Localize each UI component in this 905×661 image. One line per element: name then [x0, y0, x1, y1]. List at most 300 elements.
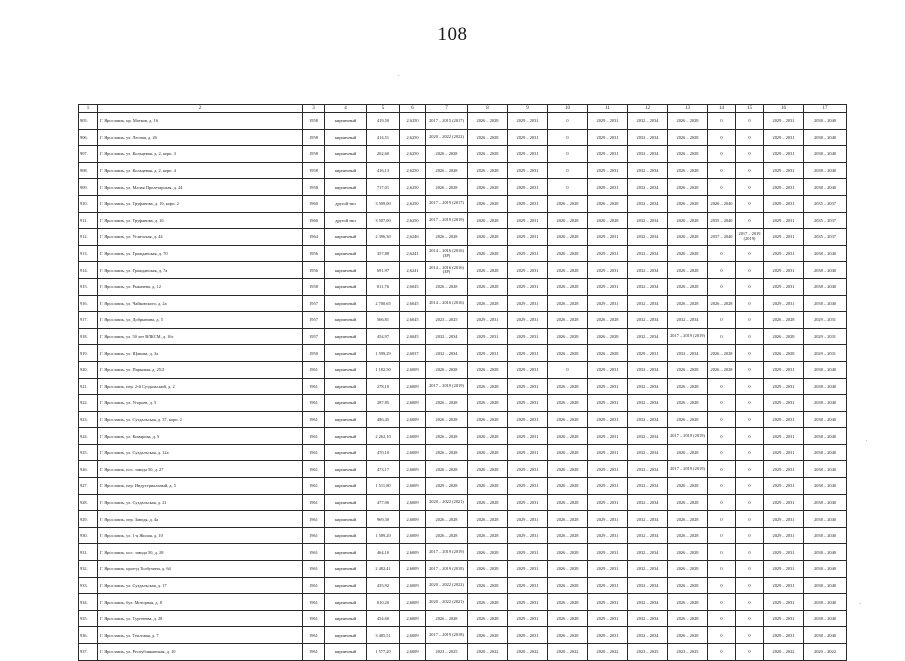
table-cell: 0: [736, 494, 764, 511]
table-cell: 2038 – 2040: [804, 262, 847, 279]
address-cell: Г. Ярославль, ул. Комарова, д. 5: [98, 428, 303, 445]
table-cell: 2026 – 2028: [548, 428, 588, 445]
table-cell: 0: [736, 245, 764, 262]
row-number-cell: 906.: [79, 129, 98, 146]
table-cell: 1 599,29: [367, 345, 400, 362]
table-cell: 2032 – 2034: [628, 295, 668, 312]
address-cell: Г. Ярославль, проезд Толбухина, д. 64: [98, 561, 303, 578]
table-row: [79, 544, 847, 561]
table-cell: 566,81: [367, 312, 400, 329]
table-cell: 2032 – 2034: [426, 328, 468, 345]
table-cell: 0: [736, 312, 764, 329]
table-cell: 2029 – 2031: [764, 229, 804, 246]
table-cell: 2026 – 2028: [468, 162, 508, 179]
table-cell: кирпичный: [325, 129, 367, 146]
table-cell: 1958: [303, 129, 325, 146]
table-cell: 2026 – 2028: [468, 494, 508, 511]
table-cell: 1 577,20: [367, 644, 400, 661]
table-cell: 2,6246: [400, 229, 426, 246]
table-cell: кирпичный: [325, 478, 367, 495]
table-cell: 2026 – 2028: [468, 411, 508, 428]
table-cell: 2029 – 2031: [764, 461, 804, 478]
table-cell: 2029 – 2031: [508, 577, 548, 594]
table-cell: 2038 – 2040: [804, 561, 847, 578]
table-cell: кирпичный: [325, 627, 367, 644]
row-number-cell: 932.: [79, 561, 98, 578]
table-cell: 2029 – 2031: [804, 312, 847, 329]
table-cell: 2,6009: [400, 627, 426, 644]
table-cell: 0: [708, 129, 736, 146]
table-cell: 2026 – 2028: [426, 278, 468, 295]
table-cell: 2029 – 2031: [764, 179, 804, 196]
table-cell: 2026 – 2028: [548, 312, 588, 329]
table-cell: 2029 – 2031: [588, 395, 628, 412]
table-cell: 0: [736, 212, 764, 229]
row-number-cell: 908.: [79, 162, 98, 179]
table-row: [79, 345, 847, 362]
table-cell: 2026 – 2028: [668, 527, 708, 544]
table-cell: 2038 – 2040: [804, 378, 847, 395]
table-cell: 2029 – 2031: [764, 113, 804, 130]
table-cell: 2029 – 2031: [588, 494, 628, 511]
table-cell: 2029 – 2031: [508, 212, 548, 229]
table-cell: 0: [736, 478, 764, 495]
table-cell: 416,13: [367, 162, 400, 179]
table-cell: кирпичный: [325, 312, 367, 329]
table-cell: 2 482,41: [367, 561, 400, 578]
table-cell: 2029 – 2031: [588, 113, 628, 130]
table-cell: 0: [736, 278, 764, 295]
table-cell: 2029 – 2031: [588, 561, 628, 578]
scan-mark: .: [398, 72, 400, 78]
table-cell: 2020 – 2022 (2022): [426, 577, 468, 594]
table-cell: 2029 – 2031: [508, 527, 548, 544]
table-cell: 0: [708, 444, 736, 461]
table-cell: 2017 – 2015 (2017): [426, 113, 468, 130]
table-cell: 2029 – 2031: [588, 461, 628, 478]
table-cell: 2017 – 2019 (2019): [426, 378, 468, 395]
table-cell: 1961: [303, 644, 325, 661]
table-cell: 419,50: [367, 113, 400, 130]
table-cell: 2026 – 2028: [468, 278, 508, 295]
table-cell: 1958: [303, 278, 325, 295]
table-cell: 2032 – 2034: [628, 278, 668, 295]
table-cell: 2,6009: [400, 527, 426, 544]
table-cell: 2,6009: [400, 378, 426, 395]
table-cell: 2026 – 2028: [426, 461, 468, 478]
table-cell: 2026 – 2028: [468, 395, 508, 412]
column-number-header: 7: [426, 105, 468, 113]
table-cell: 2029 – 2031: [764, 610, 804, 627]
table-cell: 0: [708, 561, 736, 578]
table-cell: кирпичный: [325, 527, 367, 544]
table-cell: 2017 – 2019 (2019): [426, 212, 468, 229]
table-cell: 717,01: [367, 179, 400, 196]
table-cell: 0: [736, 361, 764, 378]
address-cell: Г. Ярославль, ул. 50 лет ВЛКСМ, д. 16г: [98, 328, 303, 345]
table-cell: 2026 – 2028: [468, 544, 508, 561]
table-cell: 2029 – 2031: [588, 544, 628, 561]
table-cell: 0: [708, 478, 736, 495]
address-cell: Г. Ярославль, ул. Гражданская, д. 70: [98, 245, 303, 262]
table-cell: 2017 – 2019 (2019): [668, 328, 708, 345]
table-cell: 2032 – 2034: [628, 561, 668, 578]
table-cell: 2032 – 2034: [628, 494, 668, 511]
table-cell: 0: [736, 262, 764, 279]
table-cell: 0: [736, 644, 764, 661]
table-cell: 2032 – 2034: [628, 328, 668, 345]
table-cell: 969,30: [367, 511, 400, 528]
table-cell: 2026 – 2028: [708, 295, 736, 312]
table-cell: 2020 – 2022: [468, 644, 508, 661]
table-cell: 0: [736, 146, 764, 163]
table-row: [79, 610, 847, 627]
table-cell: 2026 – 2028: [468, 577, 508, 594]
row-number-cell: 905.: [79, 113, 98, 130]
table-cell: 2029 – 2031: [508, 129, 548, 146]
address-cell: Г. Ярославль, ул. Труфанова, д. 19, корп. 2: [98, 195, 303, 212]
table-cell: 1956: [303, 245, 325, 262]
table-cell: 2026 – 2028: [468, 146, 508, 163]
table-cell: 2026 – 2028: [468, 212, 508, 229]
table-cell: 2026 – 2028: [548, 212, 588, 229]
table-cell: 2026 – 2028: [668, 444, 708, 461]
table-cell: 2038 – 2040: [804, 511, 847, 528]
table-row: [79, 195, 847, 212]
table-cell: 2038 – 2040: [804, 395, 847, 412]
table-cell: 2026 – 2028: [548, 295, 588, 312]
table-row: [79, 262, 847, 279]
table-cell: 0: [708, 179, 736, 196]
table-cell: 2026 – 2028: [468, 478, 508, 495]
table-cell: 2026 – 2028: [548, 328, 588, 345]
address-cell: Г. Ярославль, ул. Суздальская, д. 37, корп. 2: [98, 411, 303, 428]
table-cell: 3 509,00: [367, 195, 400, 212]
table-cell: 2,6009: [400, 577, 426, 594]
table-cell: 1 589,20: [367, 527, 400, 544]
table-cell: 435,92: [367, 577, 400, 594]
row-number-cell: 926.: [79, 461, 98, 478]
table-cell: 2029 – 2031: [508, 245, 548, 262]
table-cell: 2032 – 2034: [628, 312, 668, 329]
table-cell: 2026 – 2028: [668, 478, 708, 495]
table-cell: 2 396,30: [367, 229, 400, 246]
table-cell: 2023 – 2025: [668, 644, 708, 661]
table-cell: 2026 – 2028: [668, 129, 708, 146]
table-cell: 2029 – 2031: [508, 511, 548, 528]
table-cell: 2026 – 2028: [764, 345, 804, 362]
table-cell: 2026 – 2028: [548, 494, 588, 511]
table-cell: 2026 – 2028: [426, 146, 468, 163]
table-cell: 1961: [303, 361, 325, 378]
table-cell: 2,6009: [400, 494, 426, 511]
table-cell: 0: [708, 428, 736, 445]
table-cell: 2029 – 2031: [764, 594, 804, 611]
table-cell: 2026 – 2028: [426, 395, 468, 412]
table-cell: 2029 – 2031: [508, 478, 548, 495]
address-cell: Г. Ярославль, ул. Лесная, д. 26: [98, 129, 303, 146]
table-cell: 2038 – 2040: [804, 411, 847, 428]
table-cell: 2029 – 2031: [508, 328, 548, 345]
table-cell: 2029 – 2031: [508, 544, 548, 561]
table-cell: 2038 – 2040: [804, 461, 847, 478]
scan-mark: .: [866, 437, 868, 443]
table-cell: 2014 – 2016 (2016) (ЗР): [426, 245, 468, 262]
table-cell: другой тип: [325, 195, 367, 212]
row-number-cell: 930.: [79, 527, 98, 544]
table-cell: 2026 – 2040: [708, 195, 736, 212]
table-cell: 1961: [303, 378, 325, 395]
table-cell: 2038 – 2040: [804, 594, 847, 611]
table-cell: кирпичный: [325, 378, 367, 395]
table-cell: 2026 – 2028: [668, 179, 708, 196]
table-cell: 2026 – 2028: [426, 511, 468, 528]
table-cell: 2035 – 2037: [804, 229, 847, 246]
address-cell: Г. Ярославль, ул. Чайковского, д. 2а: [98, 295, 303, 312]
table-cell: 2035 – 2037: [804, 212, 847, 229]
table-cell: 1958: [303, 113, 325, 130]
address-cell: Г. Ярославль, пер. Индустриальный, д. 5: [98, 478, 303, 495]
table-cell: 2032 – 2034: [628, 361, 668, 378]
table-cell: 0: [708, 411, 736, 428]
row-number-cell: 921.: [79, 378, 98, 395]
table-cell: 2029 – 2031: [508, 378, 548, 395]
table-cell: 610,20: [367, 594, 400, 611]
table-cell: 2026 – 2028: [468, 245, 508, 262]
table-cell: 2029 – 2031: [508, 461, 548, 478]
table-cell: 2026 – 2028: [548, 395, 588, 412]
table-cell: 1961: [303, 511, 325, 528]
table-cell: 454,60: [367, 610, 400, 627]
table-cell: 2026 – 2028: [426, 444, 468, 461]
table-cell: 2029 – 2031: [588, 511, 628, 528]
table-cell: 2,6250: [400, 212, 426, 229]
table-cell: 1960: [303, 212, 325, 229]
table-cell: 2038 – 2040: [804, 245, 847, 262]
table-row: [79, 494, 847, 511]
table-cell: 1 182,50: [367, 361, 400, 378]
table-cell: 477,00: [367, 494, 400, 511]
table-cell: 2014 – 2016 (2016): [426, 295, 468, 312]
table-cell: 1961: [303, 594, 325, 611]
table-cell: 2026 – 2028: [708, 345, 736, 362]
table-row: [79, 627, 847, 644]
table-cell: 2029 – 2031: [764, 561, 804, 578]
table-cell: 287,85: [367, 395, 400, 412]
table-cell: 2032 – 2034: [668, 312, 708, 329]
table-cell: кирпичный: [325, 146, 367, 163]
table-cell: 2029 – 2031: [764, 444, 804, 461]
table-cell: 2026 – 2028: [548, 378, 588, 395]
table-cell: 2026 – 2028: [588, 328, 628, 345]
table-cell: 2026 – 2028: [468, 428, 508, 445]
table-cell: 2026 – 2028: [468, 229, 508, 246]
table-cell: 2029 – 2031: [588, 295, 628, 312]
column-number-header: 1: [79, 105, 98, 113]
table-cell: кирпичный: [325, 594, 367, 611]
address-cell: Г. Ярославль, ул. Республиканская, д. 10: [98, 644, 303, 661]
table-cell: 2026 – 2028: [468, 527, 508, 544]
table-cell: 0: [736, 162, 764, 179]
table-cell: 464,10: [367, 544, 400, 561]
table-cell: 0: [736, 129, 764, 146]
table-cell: 2026 – 2028: [426, 361, 468, 378]
table-cell: 1964: [303, 229, 325, 246]
table-cell: 2026 – 2028: [668, 146, 708, 163]
table-cell: 2029 – 2031: [764, 245, 804, 262]
row-number-cell: 913.: [79, 245, 98, 262]
column-number-header: 10: [548, 105, 588, 113]
table-cell: 2029 – 2031: [468, 345, 508, 362]
table-cell: 2026 – 2028: [668, 278, 708, 295]
table-cell: кирпичный: [325, 162, 367, 179]
table-cell: 2020 – 2022: [804, 644, 847, 661]
table-cell: 2029 – 2031: [588, 478, 628, 495]
table-cell: 1961: [303, 561, 325, 578]
table-cell: 2029 – 2031: [588, 610, 628, 627]
table-cell: 2029 – 2031: [764, 544, 804, 561]
table-cell: 2026 – 2028: [548, 411, 588, 428]
table-cell: 0: [708, 278, 736, 295]
table-cell: 2029 – 2031: [588, 278, 628, 295]
column-number-header: 13: [668, 105, 708, 113]
table-cell: кирпичный: [325, 644, 367, 661]
row-number-cell: 912.: [79, 229, 98, 246]
table-row: [79, 295, 847, 312]
table-row: [79, 444, 847, 461]
table-cell: 2032 – 2034: [628, 262, 668, 279]
table-row: [79, 113, 847, 130]
table-cell: 2026 – 2028: [668, 395, 708, 412]
table-cell: 2038 – 2040: [804, 527, 847, 544]
table-cell: кирпичный: [325, 577, 367, 594]
table-cell: кирпичный: [325, 461, 367, 478]
table-cell: 2020 – 2022: [508, 644, 548, 661]
row-number-cell: 936.: [79, 627, 98, 644]
table-cell: 2029 – 2031: [764, 411, 804, 428]
table-cell: 2017 – 2019 (2019): [426, 544, 468, 561]
table-cell: кирпичный: [325, 328, 367, 345]
table-cell: 2032 – 2034: [628, 195, 668, 212]
table-cell: 278,10: [367, 378, 400, 395]
table-cell: 2,6250: [400, 162, 426, 179]
table-cell: 2026 – 2028: [548, 511, 588, 528]
address-cell: Г. Ярославль, ул. Труфанова, д. 16: [98, 212, 303, 229]
table-cell: 2029 – 2031: [508, 146, 548, 163]
table-cell: 2020 – 2022: [764, 644, 804, 661]
row-number-cell: 915.: [79, 278, 98, 295]
table-cell: 2026 – 2028: [668, 195, 708, 212]
row-number-cell: 933.: [79, 577, 98, 594]
table-cell: кирпичный: [325, 179, 367, 196]
column-number-header: 6: [400, 105, 426, 113]
table-cell: кирпичный: [325, 229, 367, 246]
table-cell: 2029 – 2031: [508, 345, 548, 362]
row-number-cell: 919.: [79, 345, 98, 362]
table-cell: 2032 – 2034: [628, 594, 668, 611]
table-cell: 3 485,51: [367, 627, 400, 644]
column-number-header: 2: [98, 105, 303, 113]
address-cell: Г. Ярославль, ул. Тургенева, д. 28: [98, 610, 303, 627]
table-cell: 2038 – 2040: [804, 494, 847, 511]
table-cell: 2026 – 2028: [426, 527, 468, 544]
table-cell: 2026 – 2028: [468, 461, 508, 478]
column-number-header: 3: [303, 105, 325, 113]
table-cell: 2026 – 2028: [668, 262, 708, 279]
table-header-row: [79, 105, 847, 113]
row-number-cell: 917.: [79, 312, 98, 329]
table-cell: 2029 – 2031: [508, 395, 548, 412]
table-cell: 0: [736, 328, 764, 345]
table-cell: 2026 – 2028: [468, 610, 508, 627]
table-cell: 2020 – 2022 (2021): [426, 594, 468, 611]
table-cell: 0: [736, 594, 764, 611]
table-cell: 2032 – 2034: [628, 229, 668, 246]
table-cell: 2038 – 2040: [804, 146, 847, 163]
row-number-cell: 922.: [79, 395, 98, 412]
column-number-header: 4: [325, 105, 367, 113]
table-cell: 2026 – 2028: [548, 577, 588, 594]
address-cell: Г. Ярославль, ул. Рыкачева, д. 12: [98, 278, 303, 295]
table-cell: 2023 – 2025: [426, 644, 468, 661]
table-cell: 2026 – 2028: [588, 312, 628, 329]
table-cell: кирпичный: [325, 278, 367, 295]
column-number-header: 17: [804, 105, 847, 113]
row-number-cell: 929.: [79, 511, 98, 528]
table-cell: 2037 – 2040: [708, 229, 736, 246]
table-cell: 2,6009: [400, 478, 426, 495]
table-cell: 2026 – 2028: [548, 478, 588, 495]
table-cell: 2038 – 2040: [804, 428, 847, 445]
table-cell: 2017 – 2019 (2019): [668, 461, 708, 478]
table-row: [79, 162, 847, 179]
table-cell: 2026 – 2028: [668, 212, 708, 229]
table-cell: кирпичный: [325, 428, 367, 445]
table-cell: кирпичный: [325, 610, 367, 627]
table-cell: 2029 – 2031: [764, 577, 804, 594]
table-cell: 2026 – 2028: [548, 345, 588, 362]
row-number-cell: 920.: [79, 361, 98, 378]
table-cell: 2026 – 2028: [668, 610, 708, 627]
table-cell: 2029 – 2031: [508, 113, 548, 130]
table-cell: 2017 – 2019 (2019): [736, 229, 764, 246]
table-cell: 2032 – 2034: [628, 627, 668, 644]
table-cell: кирпичный: [325, 395, 367, 412]
address-cell: Г. Ярославль, ул. Малая Пролетарская, д. 24: [98, 179, 303, 196]
table-cell: 2029 – 2031: [764, 378, 804, 395]
table-cell: 1961: [303, 411, 325, 428]
row-number-cell: 934.: [79, 594, 98, 611]
table-cell: 0: [736, 544, 764, 561]
table-cell: 0: [736, 179, 764, 196]
address-cell: Г. Ярославль, ул. Угорьев, д. 5: [98, 395, 303, 412]
table-cell: 0: [708, 610, 736, 627]
table-cell: 691,97: [367, 262, 400, 279]
table-row: [79, 278, 847, 295]
table-cell: 2,6009: [400, 461, 426, 478]
table-cell: 2026 – 2028: [588, 212, 628, 229]
table-cell: 2,6009: [400, 428, 426, 445]
table-cell: кирпичный: [325, 494, 367, 511]
row-number-cell: 928.: [79, 494, 98, 511]
table-cell: 0: [708, 378, 736, 395]
table-cell: 2026 – 2028: [426, 162, 468, 179]
registry-table: [78, 104, 847, 661]
table-cell: 2026 – 2028: [668, 627, 708, 644]
table-cell: 2029 – 2031: [588, 361, 628, 378]
table-cell: 2032 – 2034: [628, 113, 668, 130]
table-cell: 2032 – 2034: [628, 378, 668, 395]
